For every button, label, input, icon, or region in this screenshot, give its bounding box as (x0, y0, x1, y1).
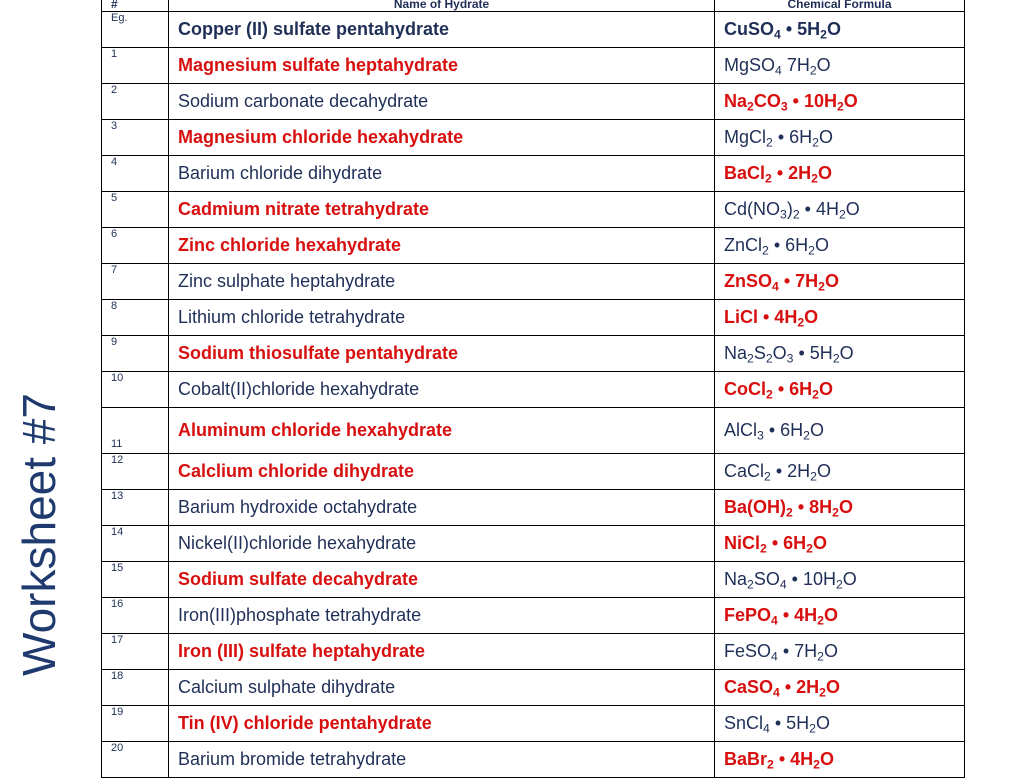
hydrate-name: Iron(III)phosphate tetrahydrate (169, 598, 715, 634)
table-row (102, 562, 965, 598)
row-number: 6 (102, 228, 169, 264)
formula-subscript: 2 (806, 541, 813, 556)
formula-subscript: 2 (812, 387, 819, 402)
formula-subscript: 2 (832, 505, 839, 520)
formula-text: BaCl (724, 163, 766, 183)
formula-text: NiCl (724, 533, 760, 553)
formula-subscript: 2 (797, 315, 805, 330)
formula-subscript: 2 (786, 505, 793, 520)
header-formula: Chemical Formula (715, 0, 965, 12)
chemical-formula (715, 706, 965, 742)
row-number: 9 (102, 336, 169, 372)
formula-text: O (816, 55, 831, 75)
table-row (102, 300, 965, 336)
row-number: 14 (102, 526, 169, 562)
formula-text: O (843, 91, 858, 111)
formula-text: O (812, 533, 827, 553)
row-number: 20 (102, 742, 169, 778)
row-number: 18 (102, 670, 169, 706)
table-row (102, 264, 965, 300)
chemical-formula (715, 228, 965, 264)
formula-text: • 5H (793, 343, 833, 363)
row-number: 11 (102, 408, 169, 454)
chemical-formula (715, 372, 965, 408)
hydrate-name: Magnesium chloride hexahydrate (169, 120, 715, 156)
chemical-formula (715, 120, 965, 156)
formula-text: O (819, 749, 834, 769)
table-row (102, 526, 965, 562)
formula-text: • 5H (780, 19, 821, 39)
formula-text: • 4H (799, 199, 839, 219)
formula-text: • 10H (786, 569, 836, 589)
row-number: 13 (102, 490, 169, 526)
formula-text: • 7H (777, 641, 818, 661)
formula-subscript: 4 (774, 27, 781, 42)
formula-text: O (818, 127, 833, 147)
chemical-formula (715, 490, 965, 526)
formula-text: S (753, 343, 766, 363)
formula-text: ) (786, 199, 793, 219)
chemical-formula (715, 634, 965, 670)
table-row (102, 120, 965, 156)
hydrate-name: Cobalt(II)chloride hexahydrate (169, 372, 715, 408)
formula-subscript: 2 (762, 243, 769, 258)
formula-text: O (838, 497, 853, 517)
formula-subscript: 2 (808, 243, 815, 258)
hydrate-name: Lithium chloride tetrahydrate (169, 300, 715, 336)
formula-text: Cd(NO (724, 199, 781, 219)
formula-subscript: 2 (766, 135, 773, 150)
chemical-formula (715, 84, 965, 120)
chemical-formula (715, 408, 965, 454)
table-row (102, 192, 965, 228)
formula-subscript: 2 (760, 541, 767, 556)
table-body (102, 12, 965, 778)
formula-text: MgSO (724, 55, 776, 75)
formula-text: CO (753, 91, 781, 111)
hydrate-name: Calcium sulphate dihydrate (169, 670, 715, 706)
formula-text: Na (724, 569, 748, 589)
hydrate-name: Nickel(II)chloride hexahydrate (169, 526, 715, 562)
formula-subscript: 2 (838, 207, 846, 222)
table-row (102, 634, 965, 670)
table-row (102, 228, 965, 264)
row-number: 16 (102, 598, 169, 634)
formula-subscript: 2 (747, 99, 754, 114)
formula-text: O (818, 379, 833, 399)
formula-subscript: 2 (810, 469, 817, 484)
formula-subscript: 4 (773, 685, 780, 700)
formula-text: • 2H (779, 677, 820, 697)
chemical-formula (715, 192, 965, 228)
formula-text: • 4H (777, 605, 818, 625)
formula-text: CaCl (724, 461, 765, 481)
hydrate-name: Aluminum chloride hexahydrate (169, 408, 715, 454)
formula-text: • 6H (768, 235, 809, 255)
hydrate-name: Barium bromide tetrahydrate (169, 742, 715, 778)
table-header-row (102, 0, 965, 12)
formula-text: O (823, 641, 838, 661)
table-row (102, 742, 965, 778)
formula-text: ZnCl (724, 235, 763, 255)
chemical-formula (715, 526, 965, 562)
chemical-formula (715, 264, 965, 300)
formula-subscript: 4 (775, 63, 782, 78)
row-number: Eg. (102, 12, 169, 48)
formula-text: O (804, 307, 819, 327)
chemical-formula (715, 454, 965, 490)
hydrate-name: Iron (III) sulfate heptahydrate (169, 634, 715, 670)
formula-text: • 2H (770, 461, 811, 481)
hydrate-name: Sodium sulfate decahydrate (169, 562, 715, 598)
hydrate-name: Barium hydroxide octahydrate (169, 490, 715, 526)
formula-text: O (839, 343, 854, 363)
formula-subscript: 4 (771, 613, 778, 628)
formula-text: • 7H (778, 271, 819, 291)
chemical-formula (715, 12, 965, 48)
table-row (102, 670, 965, 706)
formula-text: O (845, 199, 860, 219)
hydrate-name: Tin (IV) chloride pentahydrate (169, 706, 715, 742)
table-row (102, 372, 965, 408)
chemical-formula (715, 300, 965, 336)
formula-subscript: 2 (820, 27, 827, 42)
formula-text: CoCl (724, 379, 766, 399)
formula-subscript: 2 (819, 685, 826, 700)
formula-subscript: 4 (779, 577, 787, 592)
formula-subscript: 3 (757, 428, 764, 443)
formula-text: AlCl (724, 420, 758, 440)
table-row (102, 84, 965, 120)
chemical-formula (715, 156, 965, 192)
formula-text: O (814, 235, 829, 255)
formula-text: • 6H (772, 379, 813, 399)
formula-subscript: 4 (772, 279, 779, 294)
hydrate-name: Sodium thiosulfate pentahydrate (169, 336, 715, 372)
formula-text: LiCl (724, 307, 758, 327)
chemical-formula (715, 742, 965, 778)
formula-text: • 6H (766, 533, 807, 553)
row-number: 19 (102, 706, 169, 742)
formula-subscript: 2 (747, 577, 754, 592)
formula-text: FePO (724, 605, 772, 625)
formula-subscript: 2 (836, 99, 844, 114)
chemical-formula (715, 336, 965, 372)
formula-subscript: 2 (765, 171, 772, 186)
row-number: 10 (102, 372, 169, 408)
formula-subscript: 2 (817, 649, 824, 664)
row-number: 8 (102, 300, 169, 336)
row-number: 7 (102, 264, 169, 300)
header-number: # (102, 0, 169, 12)
hydrate-name: Zinc sulphate heptahydrate (169, 264, 715, 300)
formula-subscript: 2 (764, 469, 771, 484)
formula-subscript: 2 (818, 279, 825, 294)
table-row (102, 156, 965, 192)
formula-text: • 5H (769, 713, 810, 733)
hydrate-name: Barium chloride dihydrate (169, 156, 715, 192)
formula-subscript: 3 (780, 99, 788, 114)
chemical-formula (715, 562, 965, 598)
formula-text: • 2H (771, 163, 812, 183)
formula-subscript: 2 (835, 577, 843, 592)
worksheet-title: Worksheet #7 (13, 393, 65, 676)
formula-text: • 4H (758, 307, 798, 327)
formula-subscript: 2 (765, 351, 773, 366)
formula-text: SO (753, 569, 780, 589)
row-number: 5 (102, 192, 169, 228)
formula-subscript: 2 (809, 63, 817, 78)
table-row (102, 454, 965, 490)
hydrate-name: Calclium chloride dihydrate (169, 454, 715, 490)
hydrate-name: Zinc chloride hexahydrate (169, 228, 715, 264)
formula-text: • 6H (763, 420, 804, 440)
row-number: 2 (102, 84, 169, 120)
table-row (102, 336, 965, 372)
formula-subscript: 2 (792, 207, 800, 222)
formula-text: 7H (781, 55, 810, 75)
formula-text: O (772, 343, 787, 363)
formula-text: • 6H (772, 127, 813, 147)
formula-text: Na (724, 343, 748, 363)
formula-text: O (826, 19, 841, 39)
formula-text: FeSO (724, 641, 772, 661)
table-row (102, 706, 965, 742)
formula-subscript: 4 (763, 721, 770, 736)
row-number: 12 (102, 454, 169, 490)
formula-subscript: 2 (812, 135, 819, 150)
formula-text: • 8H (792, 497, 833, 517)
row-number: 1 (102, 48, 169, 84)
formula-subscript: 4 (771, 649, 778, 664)
formula-text: O (817, 163, 832, 183)
formula-subscript: 2 (832, 351, 840, 366)
formula-text: BaBr (724, 749, 768, 769)
hydrate-table (101, 0, 965, 778)
row-number: 15 (102, 562, 169, 598)
formula-text: • 10H (787, 91, 837, 111)
row-number: 4 (102, 156, 169, 192)
formula-text: Ba(OH) (724, 497, 786, 517)
formula-text: O (842, 569, 857, 589)
table-row (102, 490, 965, 526)
formula-text: O (823, 605, 838, 625)
formula-text: Na (724, 91, 748, 111)
formula-subscript: 2 (811, 171, 818, 186)
hydrate-name: Magnesium sulfate heptahydrate (169, 48, 715, 84)
chemical-formula (715, 48, 965, 84)
formula-text: MgCl (724, 127, 767, 147)
hydrate-name: Cadmium nitrate tetrahydrate (169, 192, 715, 228)
formula-text: CuSO (724, 19, 775, 39)
hydrate-name: Sodium carbonate decahydrate (169, 84, 715, 120)
hydrate-name: Copper (II) sulfate pentahydrate (169, 12, 715, 48)
formula-text: • 4H (773, 749, 814, 769)
table-row (102, 12, 965, 48)
row-number: 3 (102, 120, 169, 156)
formula-text: O (825, 677, 840, 697)
formula-text: O (809, 420, 824, 440)
table-row (102, 598, 965, 634)
row-number: 17 (102, 634, 169, 670)
formula-subscript: 2 (767, 757, 774, 772)
table-row (102, 408, 965, 454)
header-name: Name of Hydrate (169, 0, 715, 12)
formula-subscript: 2 (809, 721, 816, 736)
formula-text: ZnSO (724, 271, 772, 291)
formula-text: O (824, 271, 839, 291)
formula-subscript: 2 (813, 757, 820, 772)
formula-text: O (815, 713, 830, 733)
formula-subscript: 2 (766, 387, 773, 402)
chemical-formula (715, 598, 965, 634)
formula-subscript: 2 (817, 613, 824, 628)
formula-subscript: 2 (747, 351, 754, 366)
chemical-formula (715, 670, 965, 706)
formula-text: SnCl (724, 713, 764, 733)
formula-subscript: 3 (786, 351, 794, 366)
formula-text: CaSO (724, 677, 774, 697)
table-row (102, 48, 965, 84)
formula-subscript: 2 (803, 428, 810, 443)
formula-text: O (816, 461, 831, 481)
formula-subscript: 3 (780, 207, 787, 222)
